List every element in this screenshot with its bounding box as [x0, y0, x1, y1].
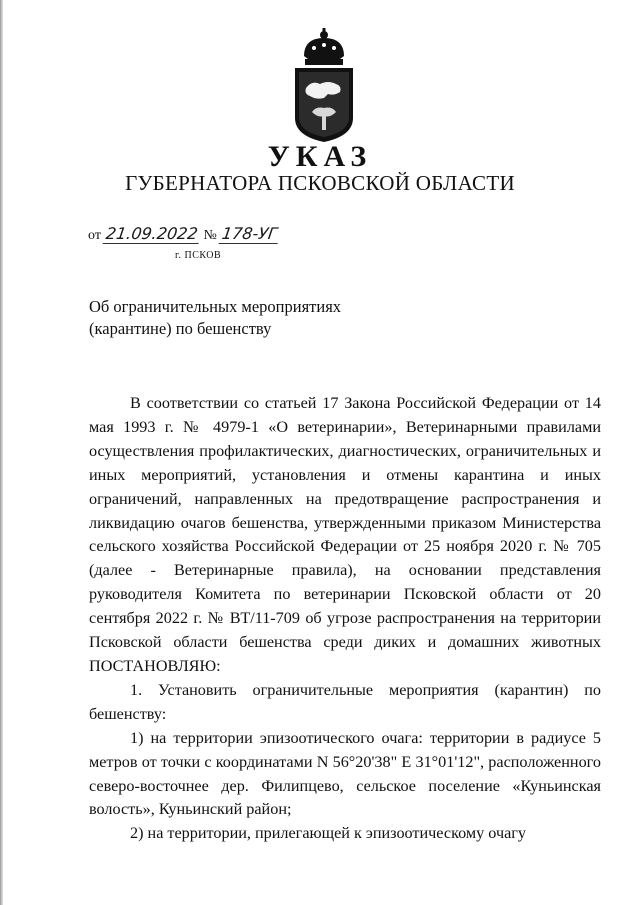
subject-line-2: (карантине) по бешенству [89, 319, 272, 338]
date-number-line [88, 224, 279, 244]
number-prefix: № [203, 228, 217, 243]
document-title: УКАЗ [267, 140, 373, 173]
handwritten-number: 178-УГ [219, 224, 281, 244]
scan-edge [0, 0, 3, 905]
document-body [89, 392, 601, 846]
coat-of-arms-icon [290, 26, 358, 144]
document-subject [89, 296, 341, 340]
subject-line-1: Об ограничительных мероприятиях [89, 297, 342, 316]
clause-1-1-paragraph: 1) на территории эпизоотического очага: территории в радиусе 5 метров от точки с координатами N 56°20'38" E 31°01'12", расположенного северо-восточнее дер. Филипцево, сельское поселение «Куньинская волость», Куньинский район; [89, 728, 601, 819]
clause-1-2-paragraph: 2) на территории, прилегающей к эпизоотическому очагу [130, 824, 527, 843]
handwritten-date: 21.09.2022 [103, 224, 201, 244]
clause-1-paragraph: 1. Установить ограничительные мероприятия (карантин) по бешенству: [89, 680, 601, 723]
preamble-paragraph: В соответствии со статьей 17 Закона Российской Федерации от 14 мая 1993 г. № 4979-1 «О ветеринарии», Ветеринарными правилами осуществления профилактических, диагностических, ограничительных и иных мероприятий, установления и отмены карантина и иных ограничений, направленных на предотвращение распространения и ликвидацию очагов бешенства, утвержденными приказом Министерства сельского хозяйства Российской Федерации от 25 ноября 2020 г. № 705 (далее - Ветеринарные правила), на основании представления руководителя Комитета по ветеринарии Псковской области от 20 сентября 2022 г. № ВТ/11-709 об угрозе распространения на территории Псковской области бешенства среди диких и домашних животных ПОСТАНОВЛЯЮ: [89, 394, 601, 675]
document-subtitle: ГУБЕРНАТОРА ПСКОВСКОЙ ОБЛАСТИ [125, 171, 515, 195]
city-label: г. ПСКОВ [175, 250, 222, 261]
date-prefix: от [88, 228, 101, 243]
